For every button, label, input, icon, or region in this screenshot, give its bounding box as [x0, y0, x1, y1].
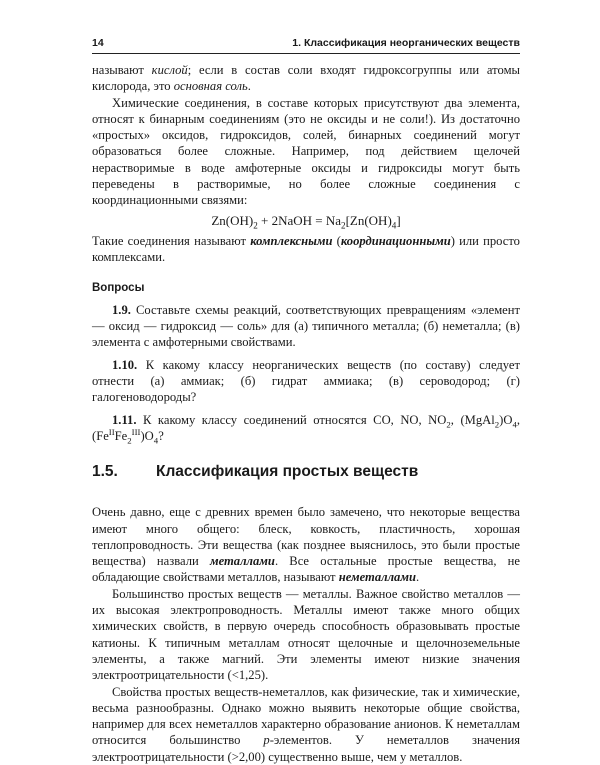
section-number: 1.5. [92, 463, 118, 481]
question-1-9: 1.9. Составьте схемы реакций, соответствующих превращениям «элемент — оксид — гидроксид — соль» для (а) типичного металла; (б) неметалла; (в) элемента с амфотерными свойствами. [92, 302, 520, 350]
paragraph-salts: называют кислой; если в состав соли входят гидроксогруппы или атомы кислорода, это основная соль. [92, 63, 521, 94]
section-heading [92, 464, 520, 484]
page-number: 14 [92, 37, 104, 49]
paragraph-binary-compounds: Химические соединения, в составе которых присутствуют два элемента, относят к бинарным соединениям (это не оксиды и не соли!). Из достаточно «простых» оксидов, гидроксидов, солей, бинарных соединений могут образоваться более сложные. Например, под действием щелочей нерастворимые в воде амфотерные оксиды и гидроксиды могут быть переведены в растворимые, но более сложные соединения с координационными связями: [92, 95, 520, 208]
paragraph-metals-history: Очень давно, еще с древних времен было замечено, что некоторые вещества имеют много общего: блеск, ковкость, пластичность, хорошая теплопроводность. Эти вещества (как позднее выяснилось, это были простые вещества) назвали металлами. Все остальные простые вещества, не обладающие свойствами металлов, называют неметаллами. [92, 505, 521, 585]
questions-heading: Вопросы [92, 281, 145, 294]
question-1-11: 1.11. К какому классу соединений относятся CO, NO, $NO_2$, $(MgAl_2)O_4$, $(Fe^{II}Fe_2^{III})O_4$? [92, 412, 520, 446]
formula-zinc-hydroxide: $Zn(OH)_2$ + 2NaOH = $Na_2[Zn(OH)_4]$ [211, 212, 401, 231]
question-1-10: 1.10. К какому классу неорганических веществ (по составу) следует отнести (а) аммиак; (б) гидрат аммиака; (в) сероводород; (г) галогеноводороды? [92, 357, 520, 405]
running-title: 1. Классификация неорганических веществ [292, 37, 520, 49]
page-body [92, 62, 520, 765]
paragraph-nonmetals-properties: Свойства простых веществ-неметаллов, как физические, так и химические, весьма разнообразны. Однако можно выявить некоторые общие свойства, например для всех неметаллов характерно образование анионов. К неметаллам относится большинство p-элементов. У неметаллов значения электроотрицательности (>2,00) существенно выше, чем у металлов. [92, 684, 520, 764]
page-header [92, 33, 520, 54]
paragraph-complexes: Такие соединения называют комплексными (координационными) или просто комплексами. [92, 233, 520, 265]
paragraph-metals-properties: Большинство простых веществ — металлы. Важное свойство металлов — их высокая электропроводность. Металлы имеют также много общих химических свойств, в первую очередь способность образовывать простые катионы. К типичным металлам относят щелочные и щелочноземельные элементы, а также магний. Эти элементы имеют низкие значения электроотрицательности (<1,25). [92, 586, 520, 683]
section-title: Классификация простых веществ [156, 463, 419, 481]
